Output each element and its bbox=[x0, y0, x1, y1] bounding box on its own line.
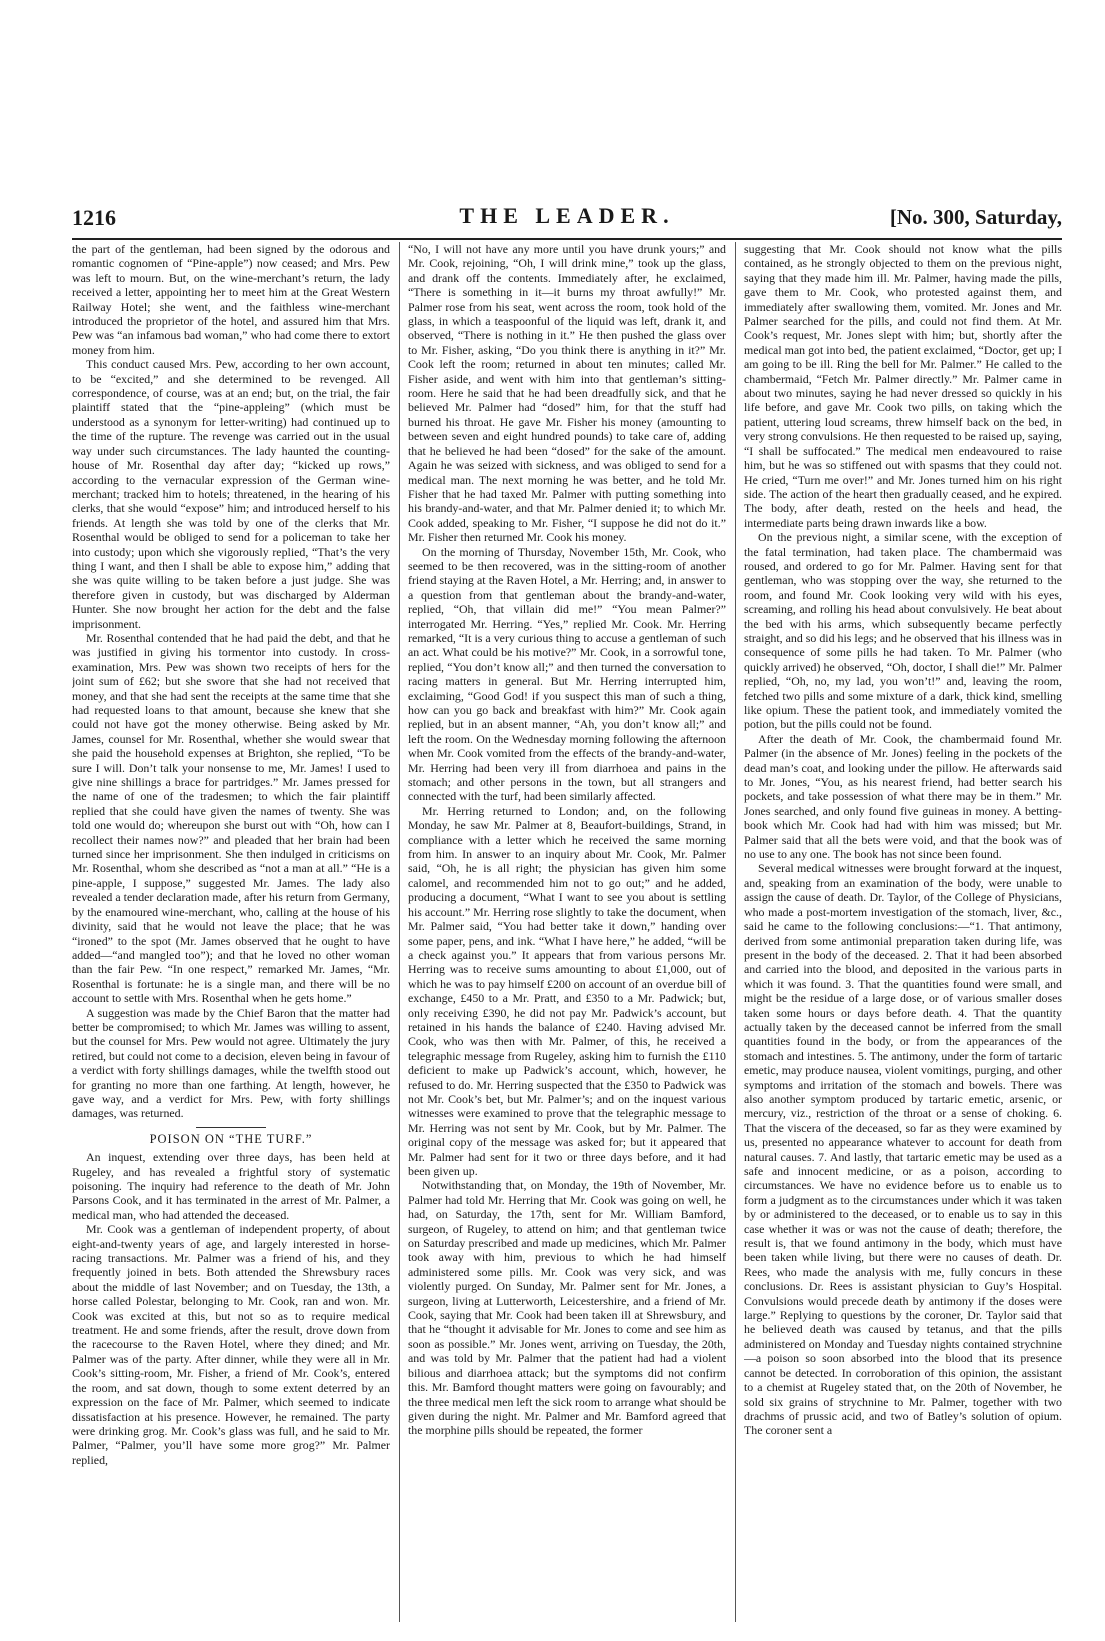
paragraph: An inquest, extending over three days, has been held at Rugeley, and has revealed a frightful story of systematic poisoning. The inquiry had reference to the death of Mr. John Parsons Cook, and it has terminated in the arrest of Mr. Palmer, a medical man, who had attended the deceased. bbox=[72, 1150, 390, 1222]
paragraph: “No, I will not have any more until you have drunk yours;” and Mr. Cook, rejoining, “Oh, I will drink mine,” took up the glass, and drank off the contents. Immediately after, he exclaimed, “There is something in it—it burns my throat awfully!” Mr. Palmer rose from his seat, went across the room, took hold of the glass, in which a teaspoonful of the liquid was left, drank it, and observed, “There is nothing in it.” He then pushed the glass over to Mr. Fisher, asking, “Do you think there is anything in it?” Mr. Cook left the room; returned in about ten minutes; called Mr. Fisher aside, and went with him into that gentleman’s sitting-room. Here he said that he had been dreadfully sick, and that he believed Mr. Palmer had “dosed” him, for that the stuff had burned his throat. He gave Mr. Fisher his money (amounting to between seven and eight hundred pounds) to take care of, adding that he believed he had been “dosed” for the sake of the amount. Again he was seized with sickness, and was obliged to send for a medical man. The next morning he was better, and he told Mr. Fisher that he had taxed Mr. Palmer with putting something into his brandy-and-water, and that Mr. Palmer denied it; to which Mr. Cook added, speaking to Mr. Fisher, “I suppose he did not do it.” Mr. Fisher then returned Mr. Cook his money. bbox=[408, 242, 726, 545]
paragraph: Several medical witnesses were brought forward at the inquest, and, speaking from an examination of the body, were unable to assign the cause of death. Dr. Taylor, of the College of Physicians, who made a post-mortem investigation of the stomach, liver, &c., said he came to the following conclusions:—“1. That antimony, derived from some antimonial preparation taken during life, was present in the body of the deceased. 2. That it had been absorbed and carried into the blood, and deposited in the various parts in which it was found. 3. That the quantities found were small, and might be the residue of a large dose, or of various smaller doses taken some hours or days before death. 4. That the quantity actually taken by the deceased cannot be inferred from the small quantities found in the body, or from the appearances of the stomach and intestines. 5. The antimony, under the form of tartaric emetic, may produce nausea, violent vomitings, purging, and other symptoms and irritation of the stomach and bowels. There was also another symptom produced by tartaric emetic, arsenic, or mercury, viz., restriction of the throat or a sense of choking. 6. That the viscera of the deceased, so far as they were examined by us, presented no appearance whatever to account for death from natural causes. 7. And lastly, that tartaric emetic may be used as a safe and innocent medicine, or as a poison, according to circumstances. We have no evidence before us to enable us to form a judgment as to the circumstances under which it was taken by or administered to the deceased, or to enable us to say in this case whether it was or was not the cause of death; therefore, the result is, that we found antimony in the body, which must have been taken while living, but there were no causes of death. Dr. Rees, who made the analysis with me, fully concurs in these conclusions. Dr. Rees is assistant physician to Guy’s Hospital. Convulsions would precede death by antimony if the doses were large.” Replying to questions by the coroner, Dr. Taylor said that he believed death was caused by tetanus, and that the pills administered on Monday and Tuesday nights contained strychnine—a poison so soon absorbed into the blood that its presence cannot be detected. In corroboration of this opinion, the assistant to a chemist at Rugeley stated that, on the 20th of November, he sold six grains of strychnine to Mr. Palmer, together with two drachms of prussic acid, and two of Batley’s solution of opium. The coroner sent a bbox=[744, 861, 1062, 1438]
paragraph: On the previous night, a similar scene, with the exception of the fatal termination, had taken place. The chambermaid was roused, and ordered to go for Mr. Palmer. Having sent for that gentleman, who was stopping over the way, she returned to the room, and found Mr. Cook looking very wild with his eyes, screaming, and rolling his head about convulsively. He beat about the bed with his arms, which subsequently became perfectly straight, and so did his legs; and he observed that his illness was in consequence of some pills he had taken. To Mr. Palmer (who quickly arrived) he observed, “Oh, doctor, I shall die!” Mr. Palmer replied, “Oh, no, my lad, you won’t!” and, leaving the room, fetched two pills and some mixture of a dark, thick kind, smelling like opium. These the patient took, and immediately vomited the potion, but the pills could not be found. bbox=[744, 530, 1062, 732]
column-1 bbox=[72, 242, 390, 1622]
paragraph: On the morning of Thursday, November 15th, Mr. Cook, who seemed to be then recovered, was in the sitting-room of another friend staying at the Raven Hotel, a Mr. Herring; and, in answer to a question from that gentleman about the brandy-and-water, replied, “Oh, that villain did me!” “You mean Palmer?” interrogated Mr. Herring. “Yes,” replied Mr. Cook. Mr. Herring remarked, “It is a very curious thing to accuse a gentleman of such an act. What could be his motive?” Mr. Cook, in a sorrowful tone, replied, “You don’t know all;” and then turned the conversation to racing matters in general. But Mr. Herring interrupted him, exclaiming, “Good God! if you suspect this man of such a thing, how can you go back and breakfast with him?” Mr. Cook again replied, but in an absent manner, “Ah, you don’t know all;” and left the room. On the Wednesday morning following the afternoon when Mr. Cook vomited from the effects of the brandy-and-water, Mr. Herring had been very ill from diarrhoea and pains in the stomach; and other persons in the town, but all strangers and connected with the turf, had been similarly affected. bbox=[408, 544, 726, 804]
column-3 bbox=[744, 242, 1062, 1622]
header-rule bbox=[72, 238, 1062, 240]
page-header bbox=[72, 203, 1062, 237]
section-divider bbox=[196, 1127, 266, 1128]
column-2 bbox=[408, 242, 726, 1622]
paragraph: Mr. Rosenthal contended that he had paid the debt, and that he was justified in giving his tormentor into custody. In cross-examination, Mrs. Pew was shown two receipts of hers for the joint sum of £62; but she swore that she had not received that money, and that she had sent the receipts at the same time that she had requested loans to that amount, because she knew that she could not have got the money otherwise. Being asked by Mr. James, counsel for Mr. Rosenthal, whether she would swear that she paid the household expenses at Brighton, she replied, “To be sure I will. Don’t talk your nonsense to me, Mr. James! I used to give nine shillings a brace for partridges.” Mr. James pressed for the name of one of the tradesmen; to which the fair plaintiff replied that she could have given the names of twenty. She was told one would do; whereupon she burst out with “Oh, how can I recollect their names now?” and pleaded that her brain had been turned since her imprisonment. She then indulged in criticisms on Mr. Rosenthal, whom she described as “not a man at all.” “He is a pine-apple, I suppose,” suggested Mr. James. The lady also revealed a tender declaration made, after his return from Germany, by the enamoured wine-merchant, who, calling at the house of his divinity, said that he would not leave the place; that he was “ironed” to the spot (Mr. James observed that he ought to have added—“and mangled too”); and that he loved no other woman than the fair Pew. “In one respect,” remarked Mr. James, “Mr. Rosenthal is fortunate: he is a single man, and there will be no account to settle with Mrs. Rosenthal when he gets home.” bbox=[72, 630, 390, 1006]
paragraph: Mr. Cook was a gentleman of independent property, of about eight-and-twenty years of age, and largely interested in horse-racing transactions. Mr. Palmer was a friend of his, and they frequently joined in bets. Both attended the Shrewsbury races about the middle of last November; and on Tuesday, the 13th, a horse called Polestar, belonging to Mr. Cook, ran and won. Mr. Cook was excited at this, but not so as to require medical treatment. He and some friends, after the result, drove down from the racecourse to the Raven Hotel, where they dined; and Mr. Palmer was of the party. After dinner, while they were all in Mr. Cook’s sitting-room, Mr. Fisher, a friend of Mr. Cook’s, entered the room, and sat down, though to some extent deterred by an expression on the face of Mr. Palmer, which seemed to indicate dissatisfaction at his presence. However, he remained. The party were drinking grog. Mr. Cook’s glass was full, and he said to Mr. Palmer, “Palmer, you’ll have some more grog?” Mr. Palmer replied, bbox=[72, 1222, 390, 1467]
paragraph: Notwithstanding that, on Monday, the 19th of November, Mr. Palmer had told Mr. Herring that Mr. Cook was going on well, he had, on Saturday, the 17th, sent for Mr. William Bamford, surgeon, of Rugeley, to attend on him; and that gentleman twice on Saturday prescribed and made up medicines, which Mr. Palmer took away with him, previous to which he had himself administered some pills. Mr. Cook was very sick, and was violently purged. On Sunday, Mr. Palmer sent for Mr. Jones, a surgeon, living at Lutterworth, Leicestershire, and a friend of Mr. Cook, saying that Mr. Cook had been taken ill at Shrewsbury, and that he “thought it advisable for Mr. Jones to come and see him as soon as possible.” Mr. Jones went, arriving on Tuesday, the 20th, and was told by Mr. Palmer that the patient had had a violent bilious and diarrhoea attack; but the symptoms did not confirm this. Mr. Bamford thought matters were going on favourably; and the three medical men left the sick room to arrange what should be given during the night. Mr. Palmer and Mr. Bamford agreed that the morphine pills should be repeated, the former bbox=[408, 1178, 726, 1438]
masthead: THE LEADER. bbox=[459, 203, 675, 228]
article-columns bbox=[72, 242, 1062, 1622]
column-divider bbox=[735, 242, 736, 1622]
section-title: POISON ON “THE TURF.” bbox=[149, 1131, 313, 1146]
paragraph: the part of the gentleman, had been signed by the odorous and romantic cognomen of “Pine-apple”) now ceased; and Mrs. Pew was left to mourn. But, on the wine-merchant’s return, the lady received a letter, appointing her to meet him at the Great Western Railway Hotel; she went, and the faithless wine-merchant introduced the proprietor of the hotel, and assured him that Mrs. Pew was “an infamous bad woman,” who had come there to extort money from him. bbox=[72, 242, 390, 357]
column-divider bbox=[399, 242, 400, 1622]
paragraph: Mr. Herring returned to London; and, on the following Monday, he saw Mr. Palmer at 8, Beaufort-buildings, Strand, in compliance with a letter which he received the same morning from him. In answer to an inquiry about Mr. Cook, Mr. Palmer said, “Oh, he is all right; the physician has given him some calomel, and recommended him not to go out;” and he added, producing a document, “What I want to see you about is settling his account.” Mr. Herring rose slightly to take the document, when Mr. Palmer said, “You had better take it down,” handing over some paper, pens, and ink. “What I have here,” he added, “will be a check against you.” It appears that from various persons Mr. Herring was to receive sums amounting to about £1,000, out of which he was to pay himself £200 on account of an overdue bill of exchange, £450 to a Mr. Pratt, and £350 to a Mr. Padwick; but, only receiving £390, he did not pay Mr. Padwick’s account, but retained in his hands the balance of £240. Having advised Mr. Cook, who was then with Mr. Palmer, of this, he received a telegraphic message from Rugeley, asking him to furnish the £110 deficient to make up Padwick’s account, which, however, he refused to do. Mr. Herring suspected that the £350 to Padwick was not Mr. Cook’s bet, but Mr. Palmer’s; and on the inquest various witnesses were examined to prove that the telegraphic message to Mr. Herring was not sent by Mr. Cook, but by Mr. Palmer. The original copy of the message was asked for; but it appeared that Mr. Palmer had sent for it two or three days before, and it had been given up. bbox=[408, 803, 726, 1178]
page-number: 1216 bbox=[72, 205, 116, 230]
paragraph: This conduct caused Mrs. Pew, according to her own account, to be “excited,” and she determined to be revenged. All correspondence, of course, was at an end; but, on the trial, the fair plaintiff stated that the “pine-appleing” (which must be understood as a synonym for letter-writing) had continued up to the time of the rupture. The revenge was carried out in the usual way under such circumstances. The lady haunted the counting-house of Mr. Rosenthal day after day; “kicked up rows,” according to the vernacular expression of the German wine-merchant; tracked him to hotels; threatened, in the hearing of his clerks, that she would “expose” him; and introduced herself to his friends. At length she was told by one of the clerks that Mr. Rosenthal would be obliged to send for a policeman to take her into custody; upon which she vigorously replied, “That’s the very thing I want, and then I shall be able to expose him,” adding that she was quite willing to be taken before a just judge. She was therefore given in custody, but was discharged by Alderman Hunter. She now brought her action for the debt and the false imprisonment. bbox=[72, 357, 390, 631]
paragraph: A suggestion was made by the Chief Baron that the matter had better be compromised; to which Mr. James was willing to assent, but the counsel for Mrs. Pew would not agree. Ultimately the jury retired, but could not come to a decision, eleven being in favour of a verdict with forty shillings damages, while the twelfth stood out for granting no more than one farthing. At length, however, he gave way, and a verdict for Mrs. Pew, with forty shillings damages, was returned. bbox=[72, 1005, 390, 1121]
issue-info: [No. 300, Saturday, bbox=[889, 205, 1062, 229]
page-top-margin bbox=[0, 0, 1105, 200]
paragraph: suggesting that Mr. Cook should not know what the pills contained, as he strongly objected to them on the previous night, saying that they made him ill. Mr. Palmer, having made the pills, gave them to Mr. Cook, who protested against them, and immediately after swallowing them, vomited. Mr. Jones and Mr. Palmer searched for the pills, and could not find them. At Mr. Cook’s request, Mr. Jones slept with him; but, shortly after the medical man got into bed, the patient exclaimed, “Doctor, get up; I am going to be ill. Ring the bell for Mr. Palmer.” He called to the chambermaid, “Fetch Mr. Palmer directly.” Mr. Palmer came in about two minutes, saying he had never dressed so quickly in his life before, and gave Mr. Cook two pills, on taking which the patient, uttering loud screams, threw himself back on the bed, in very strong convulsions. He then requested to be raised up, saying, “I shall be suffocated.” The medical men endeavoured to raise him, but he was so stiffened out with spasms that they could not. He cried, “Turn me over!” and Mr. Jones turned him on his right side. The action of the heart then gradually ceased, and he expired. The body, after death, rested on the heels and head, the intermediate parts being drawn inwards like a bow. bbox=[744, 242, 1062, 530]
paragraph: After the death of Mr. Cook, the chambermaid found Mr. Palmer (in the absence of Mr. Jones) feeling in the pockets of the dead man’s coat, and looking under the pillow. He afterwards said to Mr. Jones, “You, as his nearest friend, had better search his pockets, and take possession of what there may be in them.” Mr. Jones searched, and only found five guineas in money. A betting-book which Mr. Cook had had with him was missed; but Mr. Palmer said that all the bets were void, and that the book was of no use to any one. The book has not since been found. bbox=[744, 731, 1062, 862]
